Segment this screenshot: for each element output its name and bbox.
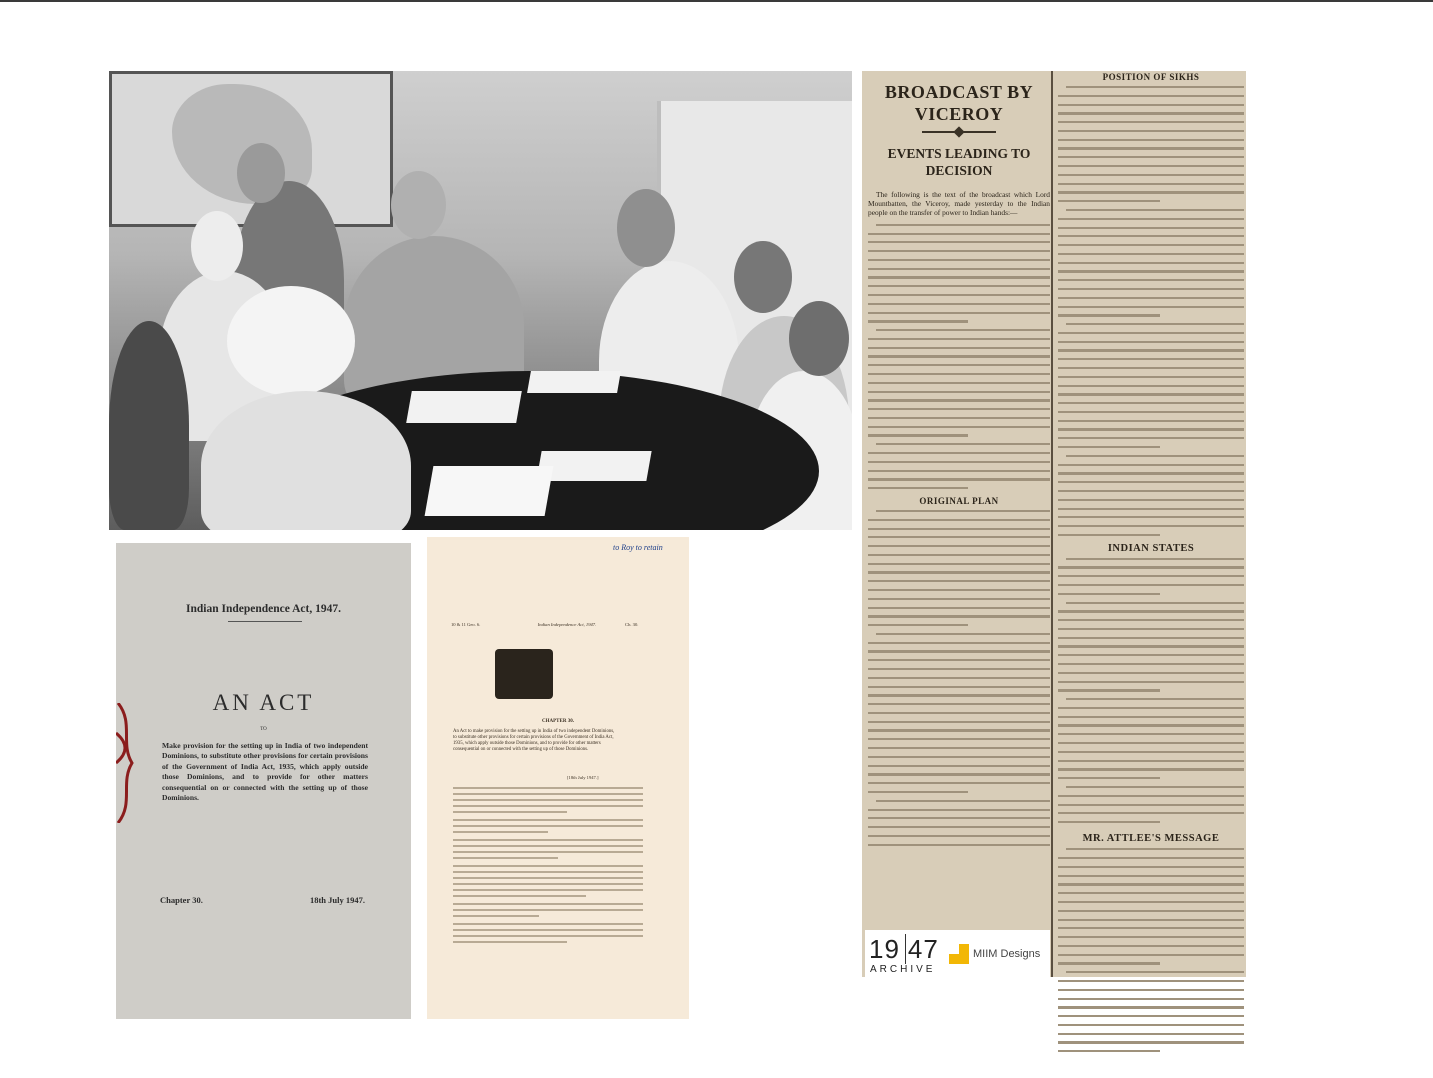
logo-year <box>869 934 939 965</box>
section-original-plan: ORIGINAL PLAN <box>919 495 999 506</box>
article-body-text <box>1058 848 1244 1052</box>
logo-year-left: 19 <box>869 934 900 964</box>
act-cover-title: AN ACT <box>212 690 315 715</box>
act-cover-body: Make provision for the setting up in India of two independent Dominions, to substitute other provisions for certain provisions of the Government of India Act, 1935, which apply outside those Dominions, and to provide for other matters consequential on or connected with the setting up of those Dominions. <box>162 741 368 803</box>
act-cover-document <box>116 543 411 1019</box>
act-cover-date: 18th July 1947. <box>309 895 365 905</box>
article-body-text <box>1058 86 1244 536</box>
headline-ornament <box>922 131 996 133</box>
section-attlee-message: MR. ATTLEE'S MESSAGE <box>1082 833 1220 845</box>
page-header-right: Ch. 30. <box>625 622 639 627</box>
act-cover-to: TO <box>260 727 267 732</box>
newspaper-column-right <box>1058 71 1244 977</box>
page-act-date: [18th July 1947.] <box>567 775 599 780</box>
historic-meeting-photo <box>109 71 852 530</box>
photo-figure-turban <box>227 286 355 396</box>
header-underline <box>228 621 302 622</box>
page-act-title: An Act to make provision for the setting up in India of two independent Dominions, to substitute other provisions for certain provisions of the Government of India Act, 1935, which apply outside those Dominions, and to provide for other matters consequential on or connected with the setting up of those Dominions. <box>453 729 615 752</box>
logo-year-right: 47 <box>907 934 939 964</box>
royal-coat-of-arms <box>495 649 553 699</box>
newspaper-subheadline: EVENTS LEADING TO DECISION <box>887 146 1031 178</box>
top-border <box>0 0 1433 2</box>
page-body-text <box>453 787 643 947</box>
table-paper <box>536 451 651 481</box>
table-paper <box>425 466 554 516</box>
logo-divider <box>905 934 906 964</box>
act-first-page <box>427 537 689 1019</box>
photo-figure <box>201 391 411 530</box>
photo-figure-head <box>789 301 849 376</box>
article-body-text <box>868 510 1050 846</box>
photo-figure-head <box>734 241 792 313</box>
photo-figure <box>109 321 189 530</box>
page-chapter: CHAPTER 30. <box>542 719 574 724</box>
photo-figure-head <box>191 211 243 281</box>
logo-brand-name: MIIM Designs <box>973 948 1041 960</box>
section-indian-states: INDIAN STATES <box>1107 542 1195 554</box>
photo-figure-head <box>391 171 446 239</box>
table-paper <box>406 391 522 423</box>
article-body-text <box>1058 558 1244 824</box>
table-paper <box>527 371 621 393</box>
brand-mark-icon <box>949 944 969 964</box>
act-cover-chapter: Chapter 30. <box>160 895 203 905</box>
newspaper-intro: The following is the text of the broadcast which Lord Mountbatten, the Viceroy, made yesterday to the Indian people on the transfer of power to Indian hands:— <box>868 190 1050 217</box>
section-position-sikhs: POSITION OF SIKHS <box>1102 72 1200 82</box>
article-body-text <box>868 224 1050 490</box>
newspaper-headline: BROADCAST BY VICEROY <box>884 82 1034 124</box>
binding-string <box>116 703 136 823</box>
photo-figure-head <box>617 189 675 267</box>
newspaper-clipping <box>862 71 1246 977</box>
page-header-left: 10 & 11 Geo. 6. <box>451 622 481 627</box>
newspaper-column-left <box>868 71 1050 926</box>
act-cover-header: Indian Independence Act, 1947. <box>186 603 341 615</box>
logo-archive-label: ARCHIVE <box>870 964 936 975</box>
handwritten-note: to Roy to retain <box>613 543 663 552</box>
archive-logo <box>865 930 1050 978</box>
column-divider <box>1051 71 1053 977</box>
page-header-center: Indian Independence Act, 1947. <box>537 622 597 627</box>
photo-figure-head <box>237 143 285 203</box>
